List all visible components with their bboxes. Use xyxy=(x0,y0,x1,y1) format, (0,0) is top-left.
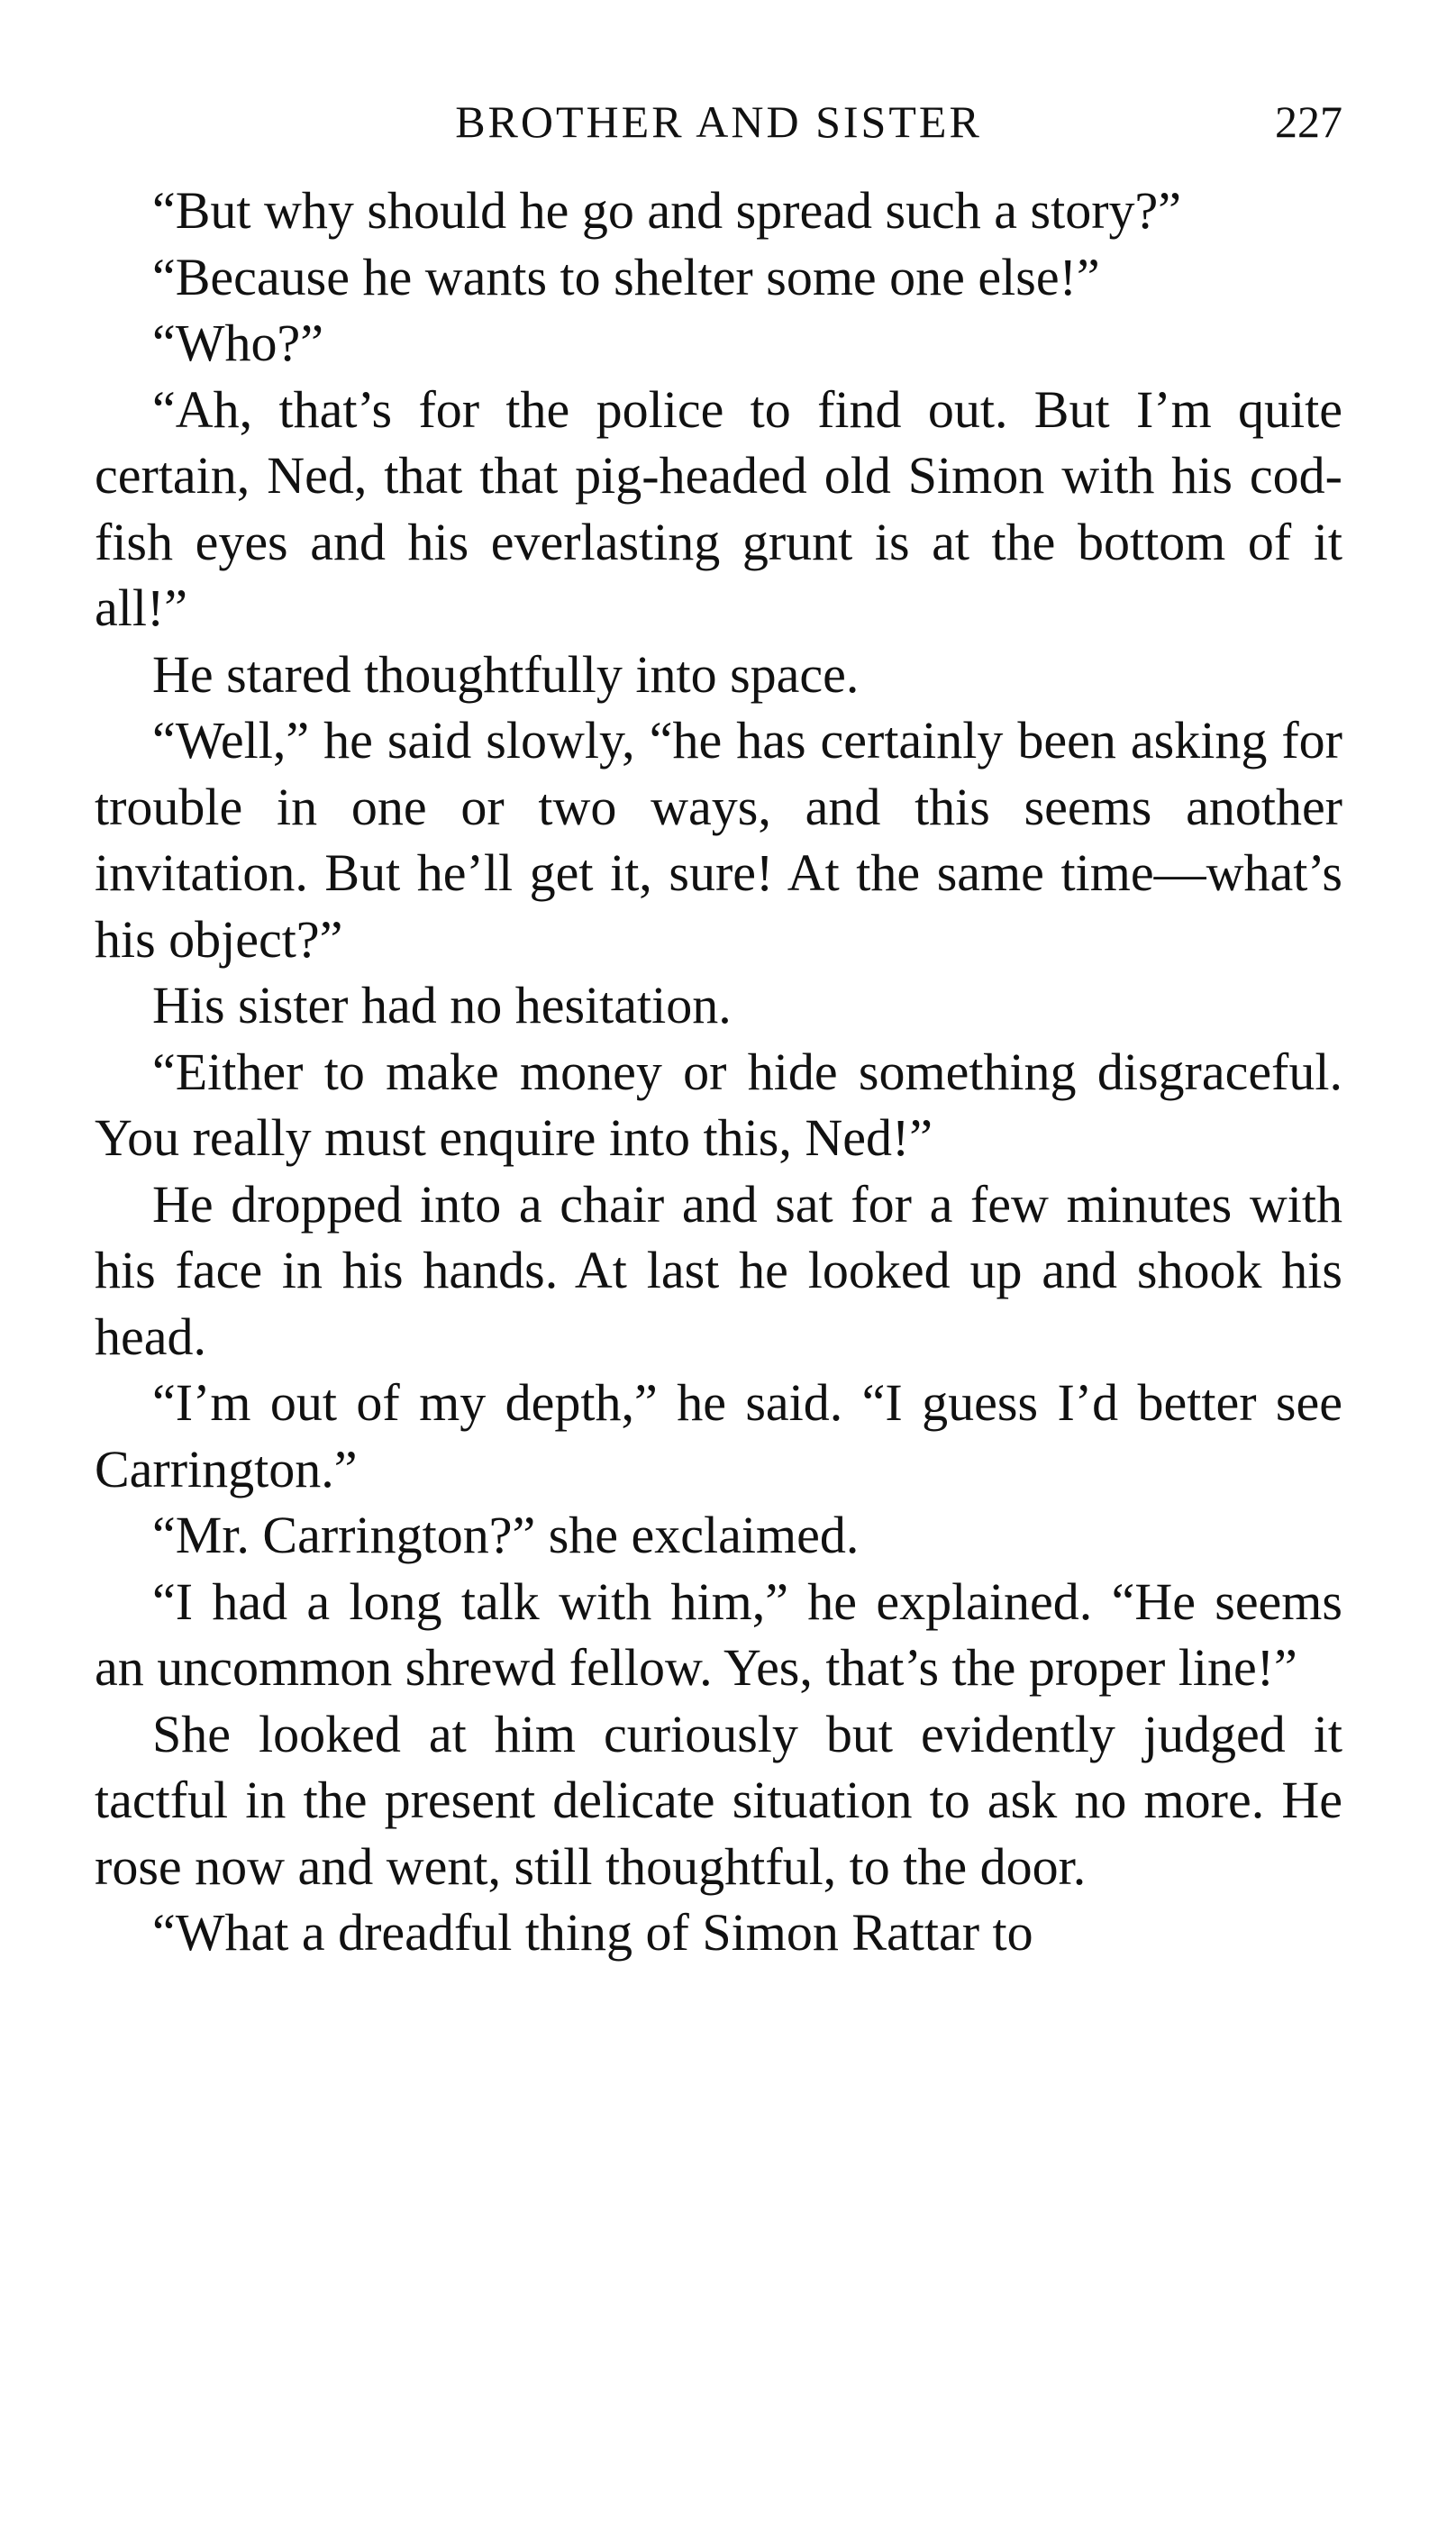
paragraph: His sister had no hesitation. xyxy=(152,976,732,1034)
paragraph: “I’m out of my depth,” he said. “I guess I’d better see Carrington.” xyxy=(95,1373,1342,1498)
paragraph: “Because he wants to shelter some one else!” xyxy=(152,247,1100,306)
page-number: 227 xyxy=(1275,96,1342,147)
paragraph: He stared thoughtfully into space. xyxy=(152,644,860,704)
paragraph: “Ah, that’s for the police to find out. But I’m quite certain, Ned, that that pig-headed old Simon with his cod-fish eyes and his everlasting grunt is at the bottom of it all!” xyxy=(95,379,1342,637)
paragraph: “But why should he go and spread such a story?” xyxy=(152,181,1182,240)
paragraph: “Mr. Carrington?” she exclaimed. xyxy=(152,1506,860,1564)
paragraph: She looked at him curiously but evidently judged it tactful in the present delicate situation to ask no more. He rose now and went, still thoughtful, to the door. xyxy=(95,1704,1342,1896)
paragraph: “Either to make money or hide something disgraceful. You really must enquire into this, Ned!” xyxy=(95,1042,1342,1167)
running-title: BROTHER AND SISTER xyxy=(455,96,982,147)
paragraph: He dropped into a chair and sat for a few minutes with his face in his hands. At last he looked up and shook his head. xyxy=(95,1174,1342,1366)
paragraph: “I had a long talk with him,” he explained. “He seems an uncommon shrewd fellow. Yes, that’s the proper line!” xyxy=(95,1571,1342,1697)
paragraph: “Well,” he said slowly, “he has certainly been asking for trouble in one or two ways, and this seems another invitation. But he’ll get it, sure! At the same time—what’s his object?” xyxy=(95,711,1342,969)
body-text xyxy=(95,178,1342,1966)
paragraph: “Who?” xyxy=(152,314,323,372)
paragraph: “What a dreadful thing of Simon Rattar to xyxy=(152,1903,1033,1962)
running-head xyxy=(95,90,1342,153)
